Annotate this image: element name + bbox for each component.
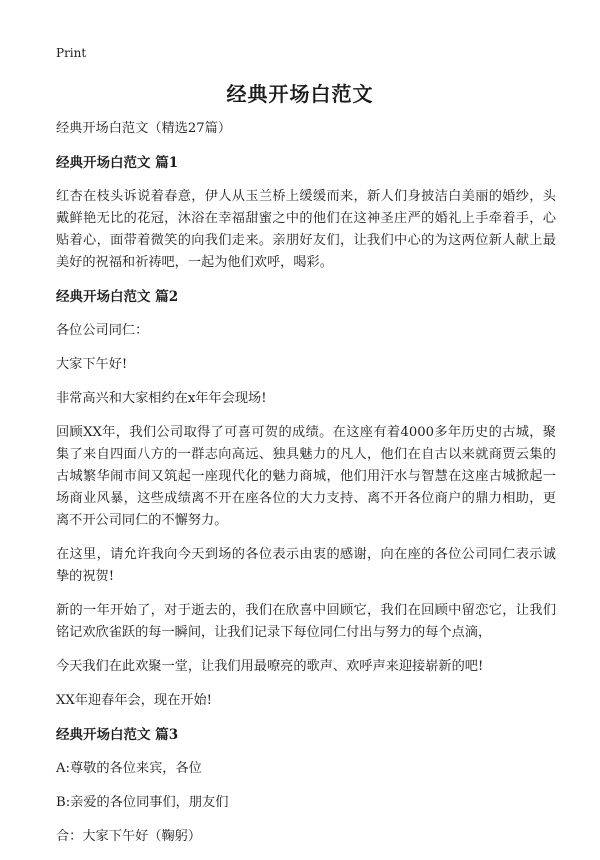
section-heading: 经典开场白范文 篇2 bbox=[56, 289, 179, 305]
paragraph: 大家下午好! bbox=[56, 357, 128, 372]
section-heading: 经典开场白范文 篇1 bbox=[56, 155, 179, 171]
document-subtitle: 经典开场白范文（精选27篇） bbox=[56, 121, 232, 136]
paragraph: 今天我们在此欢聚一堂，让我们用最嘹亮的歌声、欢呼声来迎接崭新的吧! bbox=[56, 659, 484, 674]
paragraph: 非常高兴和大家相约在x年年会现场! bbox=[56, 391, 267, 406]
paragraph: 回顾XX年，我们公司取得了可喜可贺的成绩。在这座有着4000多年历史的古城，聚集了来自四面八方的一群志向高远、独具魅力的凡人，他们在自古以来就商贾云集的古城繁华闹市间又筑起一座现代化的魅力商城，他们用汗水与智慧在这座古城掀起一场商业风暴，这些成绩离不开在座各位的大力支持、离不开各位商户的鼎力相助，更离不开公司同仁的不懈努力。 bbox=[56, 425, 556, 528]
paragraph: 红杏在枝头诉说着春意，伊人从玉兰桥上缓缓而来，新人们身披洁白美丽的婚纱，头戴鲜艳无比的花冠，沐浴在幸福甜蜜之中的他们在这神圣庄严的婚礼上手牵着手，心贴着心，面带着微笑的向我们走来。亲朋好友们，让我们中心的为这两位新人献上最美好的祝福和祈祷吧，一起为他们欢呼，喝彩。 bbox=[56, 189, 556, 270]
paragraph: 各位公司同仁： bbox=[56, 323, 149, 338]
paragraph: A:尊敬的各位来宾，各位 bbox=[56, 761, 202, 776]
paragraph: 在这里，请允许我向今天到场的各位表示由衷的感谢，向在座的各位公司同仁表示诚挚的祝贺! bbox=[56, 547, 556, 584]
print-link[interactable]: Print bbox=[56, 46, 87, 60]
document-body bbox=[56, 118, 556, 860]
paragraph: 新的一年开始了，对于逝去的，我们在欣喜中回顾它，我们在回顾中留恋它，让我们铭记欢欣雀跃的每一瞬间，让我们记录下每位同仁付出与努力的每个点滴， bbox=[56, 603, 556, 640]
page-title: 经典开场白范文 bbox=[226, 82, 374, 106]
section-2 bbox=[56, 286, 556, 712]
paragraph: B:亲爱的各位同事们，朋友们 bbox=[56, 795, 229, 810]
section-heading: 经典开场白范文 篇3 bbox=[56, 727, 179, 743]
section-3 bbox=[56, 724, 556, 848]
paragraph: XX年迎春年会，现在开始! bbox=[56, 693, 212, 708]
section-1 bbox=[56, 152, 556, 274]
paragraph: 合：大家下午好（鞠躬） bbox=[56, 829, 202, 844]
